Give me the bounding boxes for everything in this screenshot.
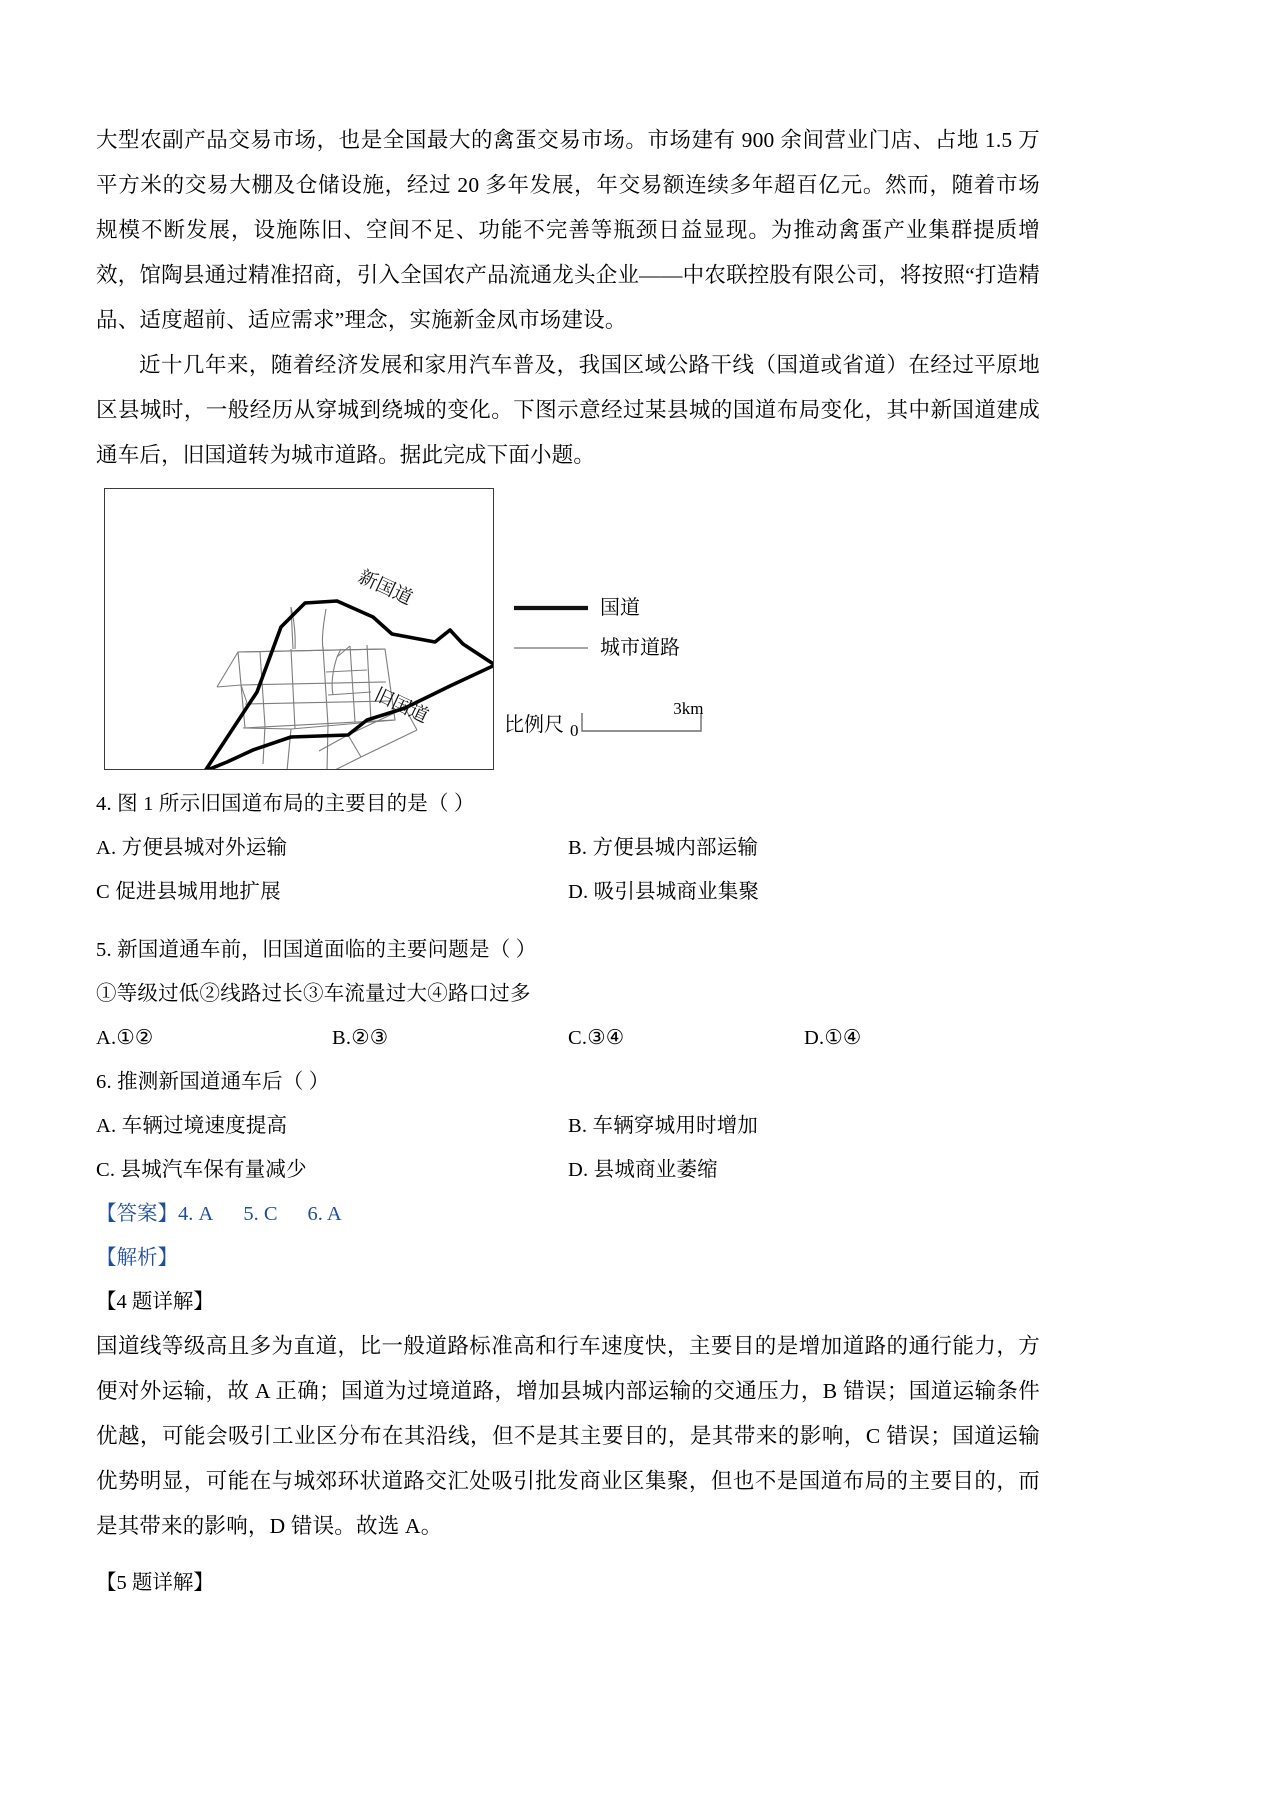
question-5-options-row [96,1016,1040,1060]
figure-road-layout [104,488,724,778]
question-6-number: 6. [96,1071,112,1093]
national-road-swatch [512,603,590,613]
detail-4-body: 国道线等级高且多为直道，比一般道路标准高和行车速度快，主要目的是增加道路的通行能力，方便对外运输，故 A 正确；国道为过境道路，增加县城内部运输的交通压力，B 错误；国道运输条件优越，可能会吸引工业区分布在其沿线，但不是其主要目的，是其带来的影响，C 错误；国道运输优势明显，可能在与城郊环状道路交汇处吸引批发商业区集聚，但也不是国道布局的主要目的，而是其带来的影响，D 错误。故选 A。 [96,1334,1040,1538]
national-road-lines [205,601,494,770]
question-5-option-c[interactable]: C.③④ [568,1027,625,1049]
map-legend [512,588,680,668]
answer-item-5: 5. C [243,1203,278,1225]
label-new-national-road: 新国道 [354,566,416,610]
question-5-text: 新国道通车前，旧国道面临的主要问题是（ ） [117,939,537,961]
legend-label-city-road: 城市道路 [600,637,680,659]
question-6-options-row-2 [96,1148,1040,1192]
question-5-option-d[interactable]: D.①④ [804,1027,862,1049]
question-4-stem [96,782,1040,826]
city-road-swatch [512,643,590,653]
question-6-option-c[interactable]: C. 县城汽车保有量减少 [96,1159,307,1181]
scale-end-label: 3km [673,699,704,718]
paragraph-market-intro: 大型农副产品交易市场，也是全国最大的禽蛋交易市场。市场建有 900 余间营业门店、占地 1.5 万平方米的交易大棚及仓储设施，经过 20 多年发展，年交易额连续多年超百亿元。然而，随着市场规模不断发展，设施陈旧、空间不足、功能不完善等瓶颈日益显现。为推动禽蛋产业集群提质增效，馆陶县通过精准招商，引入全国农产品流通龙头企业——中农联控股有限公司，将按照“打造精品、适度超前、适应需求”理念，实施新金凤市场建设。 [96,128,1040,332]
detail-5-title: 【5 题详解】 [96,1572,214,1594]
answer-block [96,1192,1040,1236]
question-5-option-b[interactable]: B.②③ [332,1027,389,1049]
question-4-option-b[interactable]: B. 方便县城内部运输 [568,837,759,859]
question-6-option-a[interactable]: A. 车辆过境速度提高 [96,1115,288,1137]
question-5-subitems: ①等级过低②线路过长③车流量过大④路口过多 [96,983,531,1005]
question-6-option-b[interactable]: B. 车辆穿城用时增加 [568,1115,759,1137]
detail-4-title: 【4 题详解】 [96,1291,214,1313]
question-4-number: 4. [96,793,112,815]
legend-item-national-road [512,588,680,628]
question-4-option-a[interactable]: A. 方便县城对外运输 [96,837,288,859]
map-frame [104,488,494,770]
question-4-text: 图 1 所示旧国道布局的主要目的是（ ） [117,793,475,815]
question-4-option-d[interactable]: D. 吸引县城商业集聚 [568,881,760,903]
answer-item-6: 6. A [307,1203,342,1225]
map-drawing [105,489,494,770]
legend-item-city-road [512,628,680,668]
analysis-label: 【解析】 [96,1247,178,1269]
label-old-national-road: 旧国道 [370,684,432,728]
question-5-stem [96,928,1040,972]
question-6-option-d[interactable]: D. 县城商业萎缩 [568,1159,718,1181]
answer-label: 【答案】 [96,1203,178,1225]
question-5-option-a[interactable]: A.①② [96,1027,154,1049]
scale-title: 比例尺 [504,714,564,736]
question-4-options-row-2 [96,870,1040,914]
question-6-text: 推测新国道通车后（ ） [117,1071,330,1093]
question-4-option-c[interactable]: C 促进县城用地扩展 [96,881,281,903]
scale-bar [579,699,704,745]
legend-label-national-road: 国道 [600,597,640,619]
map-scale [504,699,704,745]
answer-item-4: 4. A [178,1203,214,1225]
question-6-options-row-1 [96,1104,1040,1148]
question-4-options-row-1 [96,826,1040,870]
paragraph-road-context: 近十几年来，随着经济发展和家用汽车普及，我国区域公路干线（国道或省道）在经过平原地区县城时，一般经历从穿城到绕城的变化。下图示意经过某县城的国道布局变化，其中新国道建成通车后，旧国道转为城市道路。据此完成下面小题。 [96,353,1040,467]
question-5-number: 5. [96,939,112,961]
question-6-stem [96,1060,1040,1104]
scale-start-label: 0 [570,721,579,740]
